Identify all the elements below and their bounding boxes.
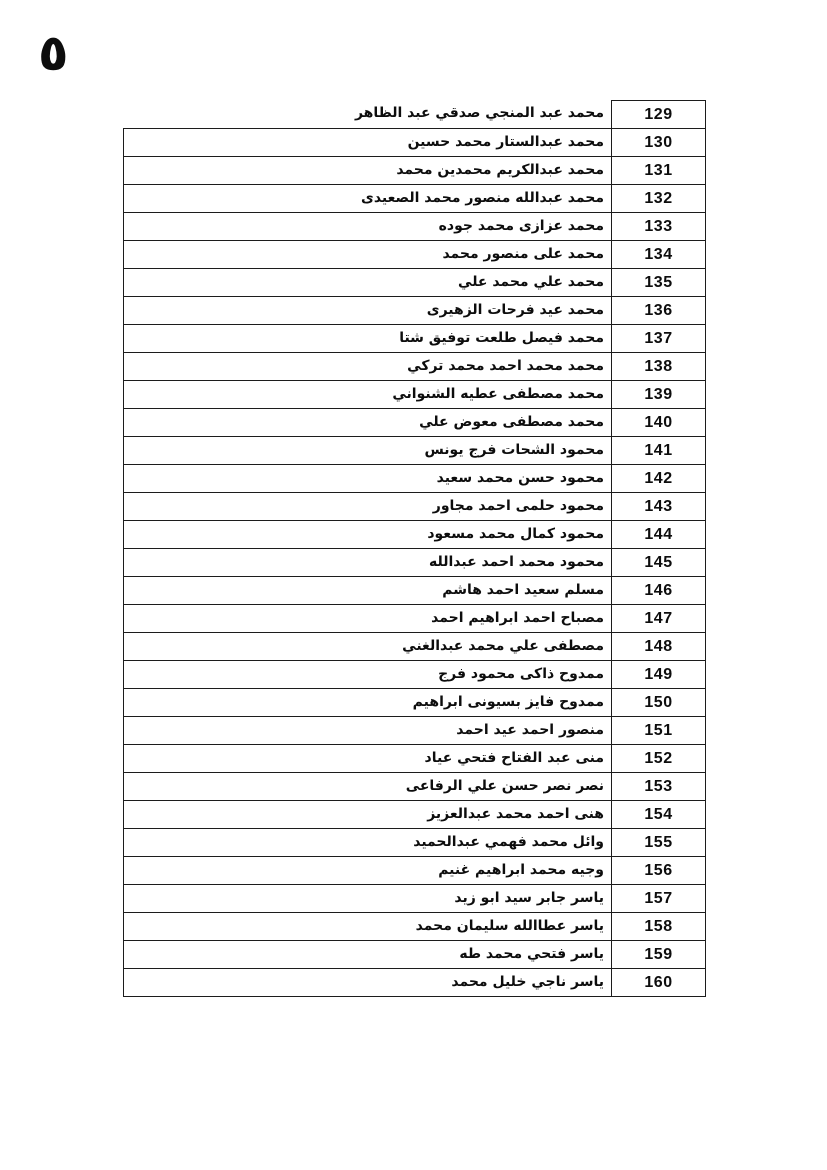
table-row xyxy=(124,605,706,633)
row-name: منى عبد الفتاح فتحي عياد xyxy=(124,745,612,773)
row-number: 148 xyxy=(612,633,706,661)
row-name: مصطفى علي محمد عبدالغني xyxy=(124,633,612,661)
row-name: محمد عيد فرحات الزهيرى xyxy=(124,297,612,325)
row-number: 129 xyxy=(612,101,706,129)
row-number: 137 xyxy=(612,325,706,353)
table-row xyxy=(124,213,706,241)
row-name: ممدوح ذاكى محمود فرج xyxy=(124,661,612,689)
roster-table xyxy=(123,100,706,997)
row-number: 146 xyxy=(612,577,706,605)
table-row xyxy=(124,633,706,661)
row-number: 141 xyxy=(612,437,706,465)
table-row xyxy=(124,857,706,885)
row-name: نصر نصر حسن علي الرفاعى xyxy=(124,773,612,801)
row-name: وائل محمد فهمي عبدالحميد xyxy=(124,829,612,857)
table-row xyxy=(124,129,706,157)
table-row xyxy=(124,885,706,913)
table-row xyxy=(124,717,706,745)
row-number: 150 xyxy=(612,689,706,717)
table-row xyxy=(124,521,706,549)
table-row xyxy=(124,577,706,605)
row-name: محمود حسن محمد سعيد xyxy=(124,465,612,493)
row-number: 154 xyxy=(612,801,706,829)
row-name: ياسر عطاالله سليمان محمد xyxy=(124,913,612,941)
row-name: وجيه محمد ابراهيم غنيم xyxy=(124,857,612,885)
table-row xyxy=(124,465,706,493)
row-name: محمد عبد المنجي صدقي عبد الظاهر xyxy=(124,101,612,129)
table-row xyxy=(124,269,706,297)
row-number: 157 xyxy=(612,885,706,913)
row-name: مصباح احمد ابراهيم احمد xyxy=(124,605,612,633)
row-name: محمد عزازى محمد جوده xyxy=(124,213,612,241)
row-name: محمد عبدالله منصور محمد الصعيدى xyxy=(124,185,612,213)
roster-table-body xyxy=(124,101,706,997)
row-name: محمد علي محمد علي xyxy=(124,269,612,297)
table-row xyxy=(124,745,706,773)
row-name: محمد مصطفى عطيه الشنواني xyxy=(124,381,612,409)
table-row xyxy=(124,549,706,577)
row-name: محمود محمد احمد عبدالله xyxy=(124,549,612,577)
table-row xyxy=(124,773,706,801)
row-number: 136 xyxy=(612,297,706,325)
row-name: ياسر فتحي محمد طه xyxy=(124,941,612,969)
row-name: منصور احمد عيد احمد xyxy=(124,717,612,745)
row-number: 155 xyxy=(612,829,706,857)
row-name: محمد مصطفى معوض علي xyxy=(124,409,612,437)
row-number: 152 xyxy=(612,745,706,773)
row-name: هنى احمد محمد عبدالعزيز xyxy=(124,801,612,829)
row-name: محمود كمال محمد مسعود xyxy=(124,521,612,549)
row-number: 160 xyxy=(612,969,706,997)
table-row xyxy=(124,325,706,353)
row-number: 149 xyxy=(612,661,706,689)
table-row xyxy=(124,157,706,185)
row-number: 139 xyxy=(612,381,706,409)
table-row xyxy=(124,101,706,129)
row-number: 156 xyxy=(612,857,706,885)
table-row xyxy=(124,801,706,829)
row-name: محمد محمد احمد محمد تركي xyxy=(124,353,612,381)
row-name: مسلم سعيد احمد هاشم xyxy=(124,577,612,605)
row-number: 142 xyxy=(612,465,706,493)
row-number: 134 xyxy=(612,241,706,269)
row-name: ياسر جابر سيد ابو زيد xyxy=(124,885,612,913)
row-number: 144 xyxy=(612,521,706,549)
row-number: 133 xyxy=(612,213,706,241)
table-row xyxy=(124,241,706,269)
row-name: محمد عبدالستار محمد حسين xyxy=(124,129,612,157)
table-row xyxy=(124,409,706,437)
row-number: 151 xyxy=(612,717,706,745)
row-number: 145 xyxy=(612,549,706,577)
row-number: 132 xyxy=(612,185,706,213)
row-name: محمد عبدالكريم محمدين محمد xyxy=(124,157,612,185)
table-row xyxy=(124,437,706,465)
row-number: 159 xyxy=(612,941,706,969)
row-name: ياسر ناجي خليل محمد xyxy=(124,969,612,997)
row-number: 140 xyxy=(612,409,706,437)
table-row xyxy=(124,689,706,717)
table-row xyxy=(124,913,706,941)
table-row xyxy=(124,969,706,997)
row-name: محمد فيصل طلعت توفيق شتا xyxy=(124,325,612,353)
row-name: محمد على منصور محمد xyxy=(124,241,612,269)
table-row xyxy=(124,381,706,409)
table-row xyxy=(124,829,706,857)
table-row xyxy=(124,661,706,689)
row-number: 130 xyxy=(612,129,706,157)
table-row xyxy=(124,493,706,521)
row-number: 153 xyxy=(612,773,706,801)
row-number: 135 xyxy=(612,269,706,297)
table-row xyxy=(124,185,706,213)
row-number: 158 xyxy=(612,913,706,941)
table-row xyxy=(124,297,706,325)
row-number: 147 xyxy=(612,605,706,633)
table-row xyxy=(124,941,706,969)
table-row xyxy=(124,353,706,381)
row-number: 138 xyxy=(612,353,706,381)
row-name: ممدوح فايز بسيونى ابراهيم xyxy=(124,689,612,717)
row-name: محمود الشحات فرج يونس xyxy=(124,437,612,465)
row-name: محمود حلمى احمد مجاور xyxy=(124,493,612,521)
row-number: 131 xyxy=(612,157,706,185)
page-number: ٥ xyxy=(38,24,69,82)
row-number: 143 xyxy=(612,493,706,521)
